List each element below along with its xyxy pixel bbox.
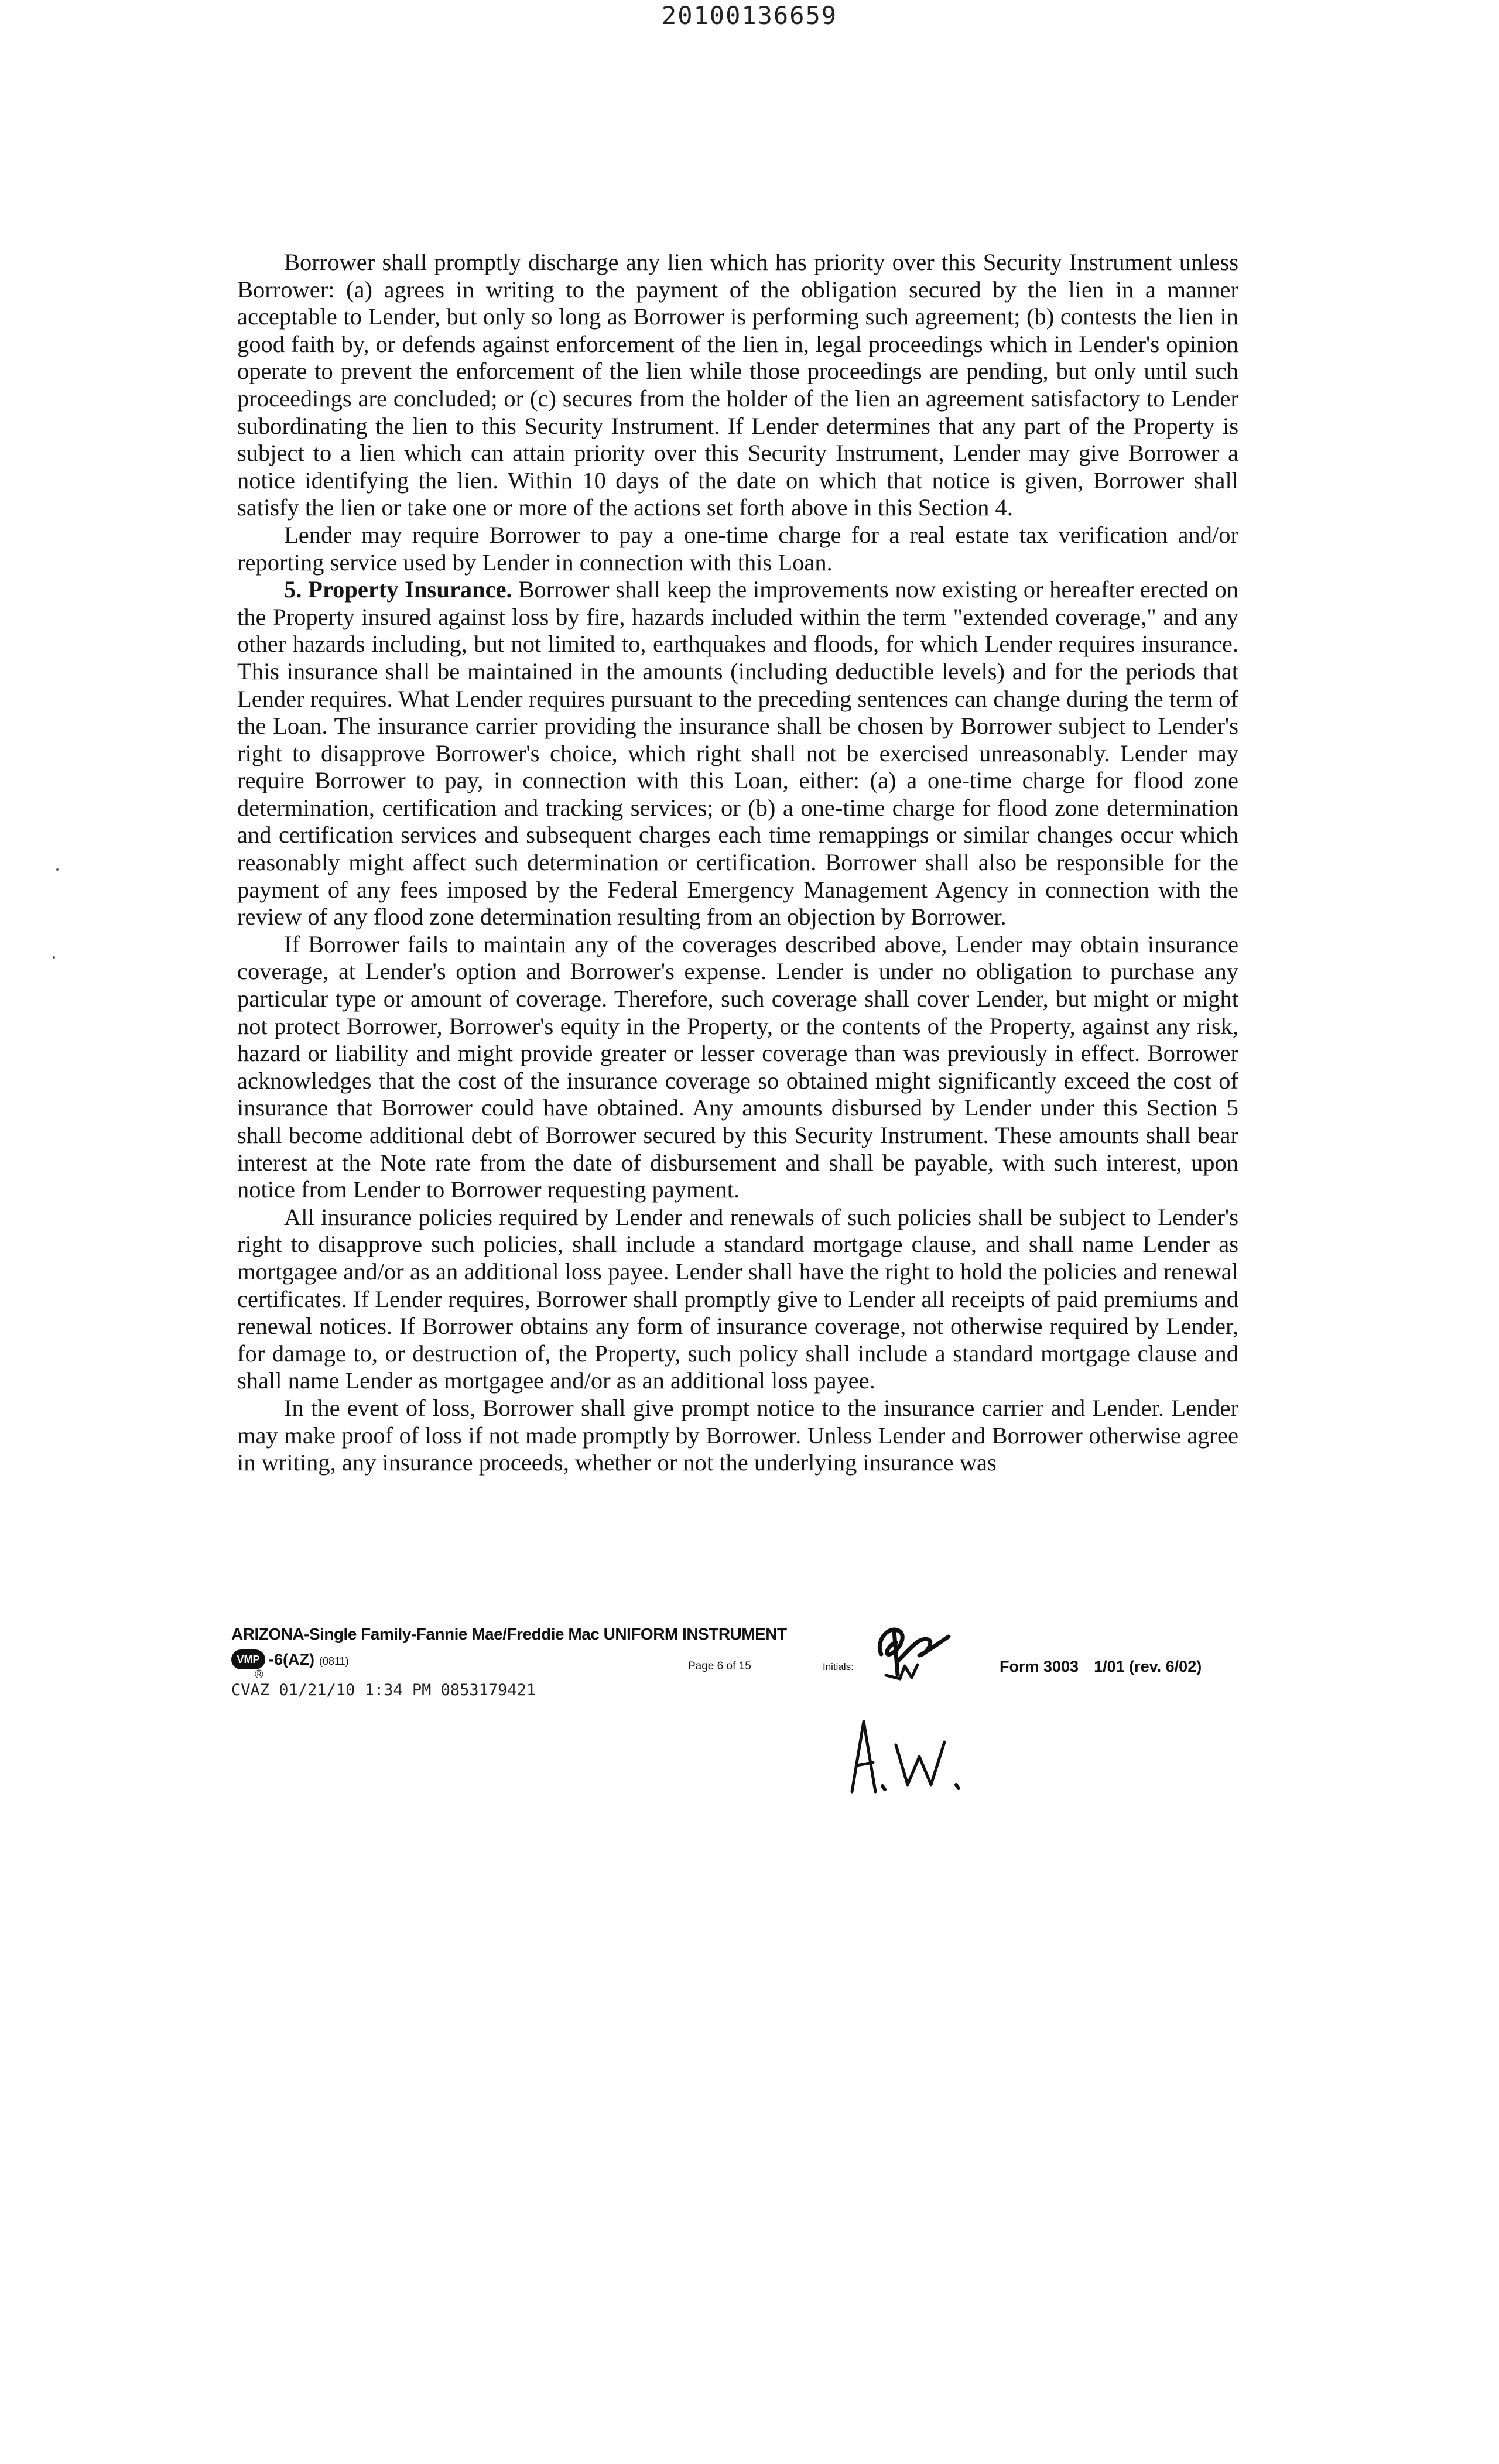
paragraph-text: Lender may require Borrower to pay a one-time charge for a real estate tax verification and/or reporting service used by Lender in connection with this Loan.: [237, 521, 1238, 576]
instrument-description: -Single Family-Fannie Mae/Freddie Mac UNIFORM INSTRUMENT: [304, 1625, 787, 1643]
form-code: [269, 1651, 349, 1669]
form-code-value: -6(AZ): [269, 1651, 314, 1668]
form-revision-date: 1/01 (rev. 6/02): [1094, 1658, 1202, 1675]
form-number-value: Form 3003: [1000, 1658, 1079, 1675]
form-code-version: (0811): [319, 1655, 349, 1667]
section-heading: 5. Property Insurance.: [284, 576, 512, 603]
paragraph-coverage-failure: [237, 931, 1238, 1204]
form-number: [1000, 1658, 1202, 1676]
paragraph-text: All insurance policies required by Lender and renewals of such policies shall be subject to Lender's right to disapprove such policies, shall include a standard mortgage clause, and shall name Lender as mortgagee and/or as an additional loss payee. Lender shall have the right to hold the policies and renewal certificates. If Lender requires, Borrower shall promptly give to Lender all receipts of paid premiums and renewal notices. If Borrower obtains any form of insurance coverage, not otherwise required by Lender, for damage to, or destruction of, the Property, such policy shall include a standard mortgage clause and shall name Lender as mortgagee and/or as an additional loss payee.: [237, 1203, 1238, 1394]
state-name: ARIZONA: [231, 1625, 304, 1643]
paragraph-lien-discharge: [237, 249, 1238, 522]
handwritten-initials: [846, 1710, 987, 1798]
initials-label: Initials:: [823, 1661, 854, 1672]
paragraph-tax-verification: [237, 522, 1238, 576]
paragraph-text: Borrower shall keep the improvements now existing or hereafter erected on the Property insured against loss by fire, hazards included within the term "extended coverage," and any other hazards including, but not limited to, earthquakes and floods, for which Lender requires insurance. This insurance shall be maintained in the amounts (including deductible levels) and for the periods that Lender requires. What Lender requires pursuant to the preceding sentences can change during the term of the Loan. The insurance carrier providing the insurance shall be chosen by Borrower subject to Lender's right to disapprove Borrower's choice, which right shall not be exercised unreasonably. Lender may require Borrower to pay, in connection with this Loan, either: (a) a one-time charge for flood zone determination, certification and tracking services; or (b) a one-time charge for flood zone determination and certification services and subsequent charges each time remappings or similar changes occur which reasonably might affect such determination or certification. Borrower shall also be responsible for the payment of any fees imposed by the Federal Emergency Management Agency in connection with the review of any flood zone determination resulting from an objection by Borrower.: [237, 576, 1238, 930]
paragraph-insurance-policies: [237, 1204, 1238, 1395]
instrument-title: [231, 1625, 787, 1644]
page-indicator: Page 6 of 15: [688, 1660, 751, 1672]
paragraph-text: In the event of loss, Borrower shall give prompt notice to the insurance carrier and Lender. Lender may make proof of loss if not made promptly by Borrower. Unless Lender and Borrower otherwise agree in writing, any insurance proceeds, whether or not the underlying insurance was: [237, 1394, 1238, 1476]
document-number: 20100136659: [661, 1, 838, 30]
scan-speck: [56, 868, 59, 871]
paragraph-property-insurance: [237, 576, 1238, 931]
document-body: [237, 249, 1238, 1477]
scan-speck: [53, 956, 55, 959]
registered-mark: ®: [255, 1668, 263, 1681]
initials-signature-mark: [864, 1619, 952, 1683]
paragraph-text: Borrower shall promptly discharge any lien which has priority over this Security Instrument unless Borrower: (a) agrees in writing to the payment of the obligation secured by the lien in a manner acceptable to Lender, but only so long as Borrower is performing such agreement; (b) contests the lien in good faith by, or defends against enforcement of the lien in, legal proceedings which in Lender's opinion operate to prevent the enforcement of the lien while those proceedings are pending, but only until such proceedings are concluded; or (c) secures from the holder of the lien an agreement satisfactory to Lender subordinating the lien to this Security Instrument. If Lender determines that any part of the Property is subject to a lien which can attain priority over this Security Instrument, Lender may give Borrower a notice identifying the lien. Within 10 days of the date on which that notice is given, Borrower shall satisfy the lien or take one or more of the actions set forth above in this Section 4.: [237, 249, 1238, 521]
paragraph-text: If Borrower fails to maintain any of the coverages described above, Lender may obtain insurance coverage, at Lender's option and Borrower's expense. Lender is under no obligation to purchase any particular type or amount of coverage. Therefore, such coverage shall cover Lender, but might or might not protect Borrower, Borrower's equity in the Property, or the contents of the Property, against any risk, hazard or liability and might provide greater or lesser coverage than was previously in effect. Borrower acknowledges that the cost of the insurance coverage so obtained might significantly exceed the cost of insurance that Borrower could have obtained. Any amounts disbursed by Lender under this Section 5 shall become additional debt of Borrower secured by this Security Instrument. These amounts shall bear interest at the Note rate from the date of disbursement and shall be payable, with such interest, upon notice from Lender to Borrower requesting payment.: [237, 930, 1238, 1203]
form-footer: [231, 1625, 1244, 1713]
vmp-logo: VMP: [231, 1649, 265, 1669]
paragraph-event-of-loss: [237, 1395, 1238, 1477]
print-stamp: CVAZ 01/21/10 1:34 PM 0853179421: [231, 1681, 536, 1699]
